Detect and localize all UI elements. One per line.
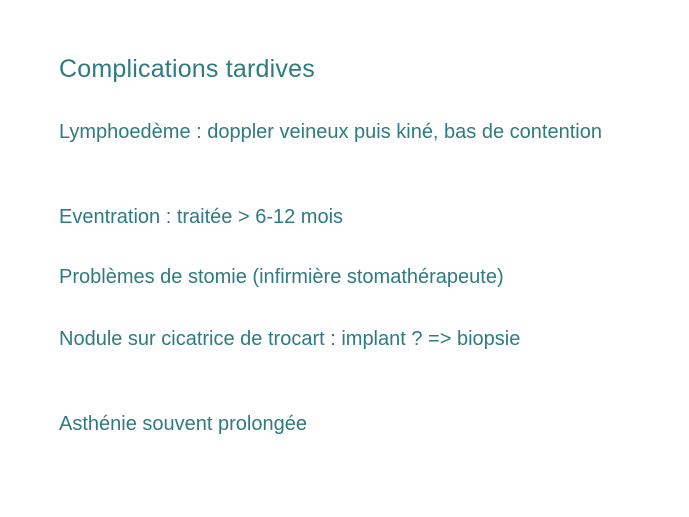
slide-title: Complications tardives — [59, 55, 315, 83]
list-item-lymphoedeme: Lymphoedème : doppler veineux puis kiné, bas de contention — [59, 121, 602, 143]
list-item-nodule: Nodule sur cicatrice de trocart : implant ? => biopsie — [59, 328, 521, 350]
list-item-asthenie: Asthénie souvent prolongée — [59, 413, 307, 435]
list-item-eventration: Eventration : traitée > 6-12 mois — [59, 206, 344, 228]
list-item-stomie: Problèmes de stomie (infirmière stomathérapeute) — [59, 266, 504, 288]
